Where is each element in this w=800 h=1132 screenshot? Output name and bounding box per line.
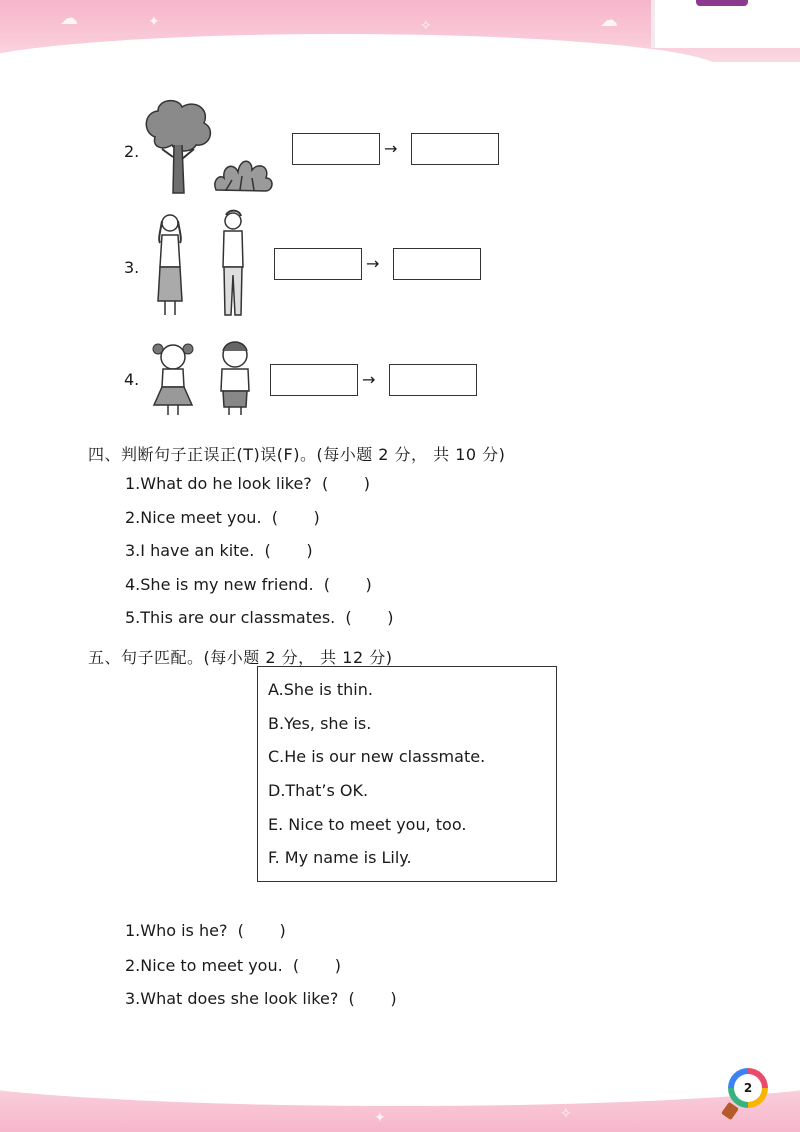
tall-woman-picture [150, 209, 190, 319]
answer-box[interactable] [292, 133, 380, 165]
answer-option: E. Nice to meet you, too. [268, 815, 467, 834]
cloud-icon: ☁ [60, 8, 78, 29]
figure-row-2 [0, 95, 800, 200]
sparkle-icon: ✦ [148, 14, 160, 30]
true-false-item: 1.What do he look like? ( ) [125, 474, 371, 493]
answer-option: F. My name is Lily. [268, 848, 412, 867]
answer-option: C.He is our new classmate. [268, 747, 486, 766]
sparkle-icon: ✧ [560, 1106, 572, 1122]
answer-box[interactable] [393, 248, 481, 280]
header-curve [0, 34, 720, 104]
true-false-item: 5.This are our classmates. ( ) [125, 608, 394, 627]
section-4-heading: 四、判断句子正误正(T)误(F)。(每小题 2 分， 共 10 分) [88, 445, 506, 464]
answer-box[interactable] [411, 133, 499, 165]
bush-picture [212, 150, 274, 195]
matching-question: 2.Nice to meet you. ( ) [125, 956, 341, 975]
sparkle-icon: ✦ [374, 1110, 386, 1126]
header-corner-panel [651, 0, 800, 48]
cloud-icon: ☁ [600, 10, 618, 31]
answer-box[interactable] [270, 364, 358, 396]
figure-number: 2. [124, 142, 140, 161]
arrow-icon: → [366, 254, 380, 273]
matching-question: 3.What does she look like? ( ) [125, 989, 397, 1008]
answer-option: A.She is thin. [268, 680, 373, 699]
answer-option: D.That’s OK. [268, 781, 369, 800]
figure-row-4 [0, 335, 800, 420]
true-false-item: 3.I have an kite. ( ) [125, 541, 313, 560]
answer-options-box [257, 666, 557, 882]
figure-number: 3. [124, 258, 140, 277]
tall-man-picture [215, 209, 251, 321]
answer-option: B.Yes, she is. [268, 714, 372, 733]
figure-row-3 [0, 207, 800, 322]
footer-curve [0, 1036, 800, 1106]
figure-number: 4. [124, 370, 140, 389]
page-number: 2 [734, 1074, 762, 1102]
matching-question: 1.Who is he? ( ) [125, 921, 286, 940]
arrow-icon: → [362, 370, 376, 389]
tree-picture [140, 97, 215, 197]
short-girl-picture [148, 337, 198, 417]
answer-box[interactable] [389, 364, 477, 396]
corner-mark [696, 0, 748, 6]
true-false-item: 4.She is my new friend. ( ) [125, 575, 372, 594]
answer-box[interactable] [274, 248, 362, 280]
page-number-badge [728, 1068, 768, 1108]
short-boy-picture [212, 337, 258, 417]
section-5-heading: 五、句子匹配。(每小题 2 分， 共 12 分) [88, 648, 393, 667]
sparkle-icon: ✧ [420, 18, 432, 34]
arrow-icon: → [384, 139, 398, 158]
true-false-item: 2.Nice meet you. ( ) [125, 508, 320, 527]
